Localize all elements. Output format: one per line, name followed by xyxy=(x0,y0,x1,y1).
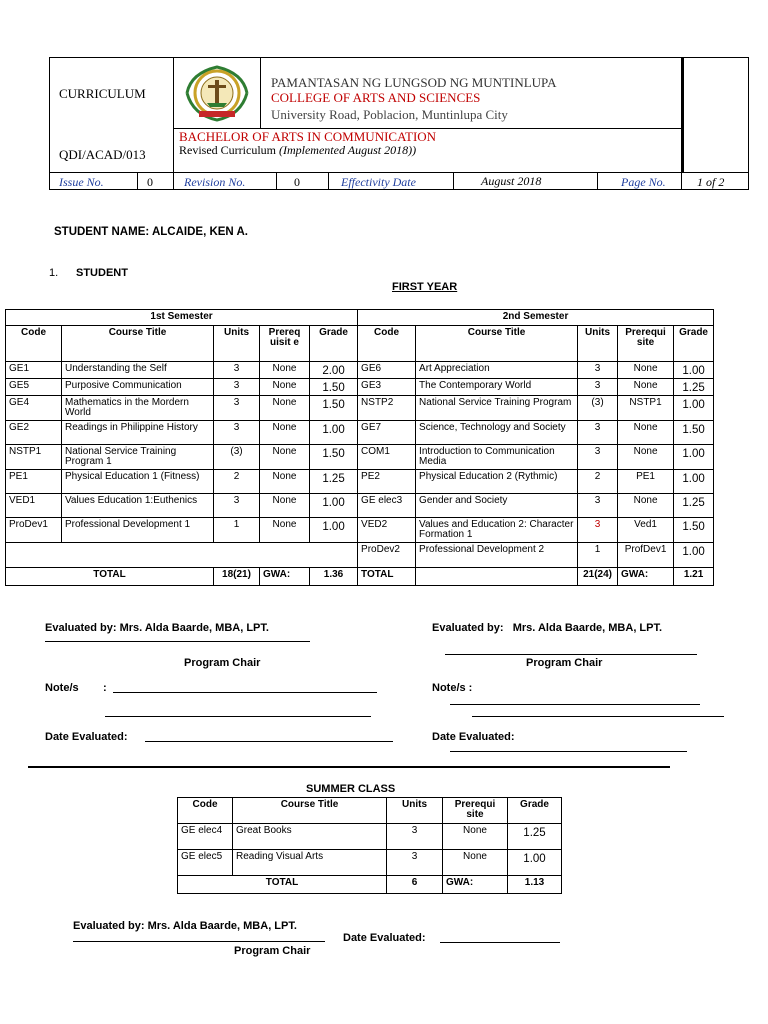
notes-line xyxy=(113,692,377,693)
course-grade: 1.25 xyxy=(310,470,358,494)
total-units: 21(24) xyxy=(578,568,618,586)
total-units: 6 xyxy=(387,876,443,894)
course-code: GE4 xyxy=(6,396,62,421)
course-code: PE1 xyxy=(6,470,62,494)
course-title: National Service Training Program xyxy=(416,396,578,421)
course-units: 3 xyxy=(214,421,260,445)
table-row xyxy=(6,445,714,470)
course-prereq: None xyxy=(260,445,310,470)
page-value: 1 of 2 xyxy=(697,175,725,189)
col-grade: Grade xyxy=(674,326,714,362)
section-divider xyxy=(28,766,670,768)
course-units: 2 xyxy=(214,470,260,494)
course-title: Introduction to Communication Media xyxy=(416,445,578,470)
col-prereq: Prerequi site xyxy=(443,798,508,824)
course-code: GE elec3 xyxy=(358,494,416,518)
course-code: GE5 xyxy=(6,379,62,396)
course-title: Physical Education 2 (Rythmic) xyxy=(416,470,578,494)
summer-table xyxy=(177,797,562,894)
col-grade: Grade xyxy=(508,798,562,824)
signature-line xyxy=(73,941,325,942)
table-row xyxy=(6,362,714,379)
course-units: 1 xyxy=(214,518,260,543)
table-row xyxy=(6,379,714,396)
course-units: 1 xyxy=(578,543,618,568)
course-title: Professional Development 2 xyxy=(416,543,578,568)
signature-line xyxy=(445,654,697,655)
evaluator-name: Mrs. Alda Baarde, MBA, LPT. xyxy=(512,622,663,634)
course-code: NSTP1 xyxy=(6,445,62,470)
table-row xyxy=(6,470,714,494)
course-title: Science, Technology and Society xyxy=(416,421,578,445)
evaluated-by-label: Evaluated by: xyxy=(45,622,117,634)
program-chair-left: Program Chair xyxy=(184,657,261,669)
course-grade: 1.50 xyxy=(310,396,358,421)
gwa-label: GWA: xyxy=(618,568,674,586)
table-row xyxy=(6,396,714,421)
course-code: NSTP2 xyxy=(358,396,416,421)
course-code: GE6 xyxy=(358,362,416,379)
course-units: 3 xyxy=(387,850,443,876)
notes-colon-left: : xyxy=(103,682,107,694)
university-name: PAMANTASAN NG LUNGSOD NG MUNTINLUPA xyxy=(271,75,557,90)
course-grade: 1.00 xyxy=(674,445,714,470)
date-evaluated-right: Date Evaluated: xyxy=(432,731,515,743)
course-units: 3 xyxy=(578,362,618,379)
total-label: TOTAL xyxy=(358,568,416,586)
revised-implemented: (Implemented August 2018)) xyxy=(278,143,417,157)
col-title: Course Title xyxy=(233,798,387,824)
table-row xyxy=(6,543,714,568)
evaluated-by-left xyxy=(45,622,269,634)
revision-value: 0 xyxy=(294,175,300,189)
course-title: Readings in Philippine History xyxy=(62,421,214,445)
signature-line xyxy=(45,641,310,642)
first-year-table xyxy=(5,309,714,586)
college-name: COLLEGE OF ARTS AND SCIENCES xyxy=(271,90,481,105)
sem1-title: 1st Semester xyxy=(6,310,358,326)
gwa-label: GWA: xyxy=(260,568,310,586)
program-chair-right: Program Chair xyxy=(526,657,603,669)
date-line xyxy=(450,751,687,752)
evaluated-by-label: Evaluated by: xyxy=(432,622,504,634)
revision-label: Revision No. xyxy=(184,175,246,189)
course-prereq: None xyxy=(443,850,508,876)
notes-label-left: Note/s xyxy=(45,682,79,694)
course-units: 2 xyxy=(578,470,618,494)
page-label: Page No. xyxy=(621,175,666,189)
course-prereq: None xyxy=(260,396,310,421)
course-prereq: PE1 xyxy=(618,470,674,494)
col-code: Code xyxy=(358,326,416,362)
course-code: GE1 xyxy=(6,362,62,379)
course-code: ProDev2 xyxy=(358,543,416,568)
course-code: GE elec5 xyxy=(178,850,233,876)
course-units: 3 xyxy=(578,421,618,445)
course-grade: 1.50 xyxy=(310,379,358,396)
col-units: Units xyxy=(578,326,618,362)
course-code: GE elec4 xyxy=(178,824,233,850)
course-prereq: NSTP1 xyxy=(618,396,674,421)
notes-line xyxy=(105,716,371,717)
course-prereq: None xyxy=(260,494,310,518)
col-prereq: Prereq uisit e xyxy=(260,326,310,362)
col-code: Code xyxy=(6,326,62,362)
course-prereq: None xyxy=(260,421,310,445)
course-title: Professional Development 1 xyxy=(62,518,214,543)
course-prereq: None xyxy=(260,470,310,494)
course-title: Values Education 1:Euthenics xyxy=(62,494,214,518)
course-grade: 1.00 xyxy=(310,494,358,518)
notes-line xyxy=(472,716,724,717)
empty-cell xyxy=(416,568,578,586)
col-title: Course Title xyxy=(416,326,578,362)
course-units: 3 xyxy=(214,396,260,421)
effectivity-label: Effectivity Date xyxy=(341,175,416,189)
course-title: Reading Visual Arts xyxy=(233,850,387,876)
gwa-value: 1.36 xyxy=(310,568,358,586)
course-units: 3 xyxy=(578,518,618,543)
issue-label: Issue No. xyxy=(59,175,104,189)
course-prereq: None xyxy=(618,421,674,445)
course-title: Gender and Society xyxy=(416,494,578,518)
curriculum-label: CURRICULUM xyxy=(59,86,146,101)
date-line xyxy=(145,741,393,742)
course-title: Values and Education 2: Character Formation 1 xyxy=(416,518,578,543)
total-row xyxy=(6,568,714,586)
university-seal-icon xyxy=(181,63,253,123)
col-units: Units xyxy=(214,326,260,362)
total-units: 18(21) xyxy=(214,568,260,586)
course-grade: 1.00 xyxy=(508,850,562,876)
course-title: National Service Training Program 1 xyxy=(62,445,214,470)
table-row xyxy=(6,421,714,445)
course-grade: 1.00 xyxy=(674,543,714,568)
course-grade: 1.25 xyxy=(674,494,714,518)
course-grade: 1.00 xyxy=(310,518,358,543)
revised-curriculum xyxy=(179,143,416,158)
course-units: 3 xyxy=(214,494,260,518)
course-prereq: None xyxy=(443,824,508,850)
empty-cell xyxy=(6,543,358,568)
col-grade: Grade xyxy=(310,326,358,362)
course-grade: 1.25 xyxy=(674,379,714,396)
university-address: University Road, Poblacion, Muntinlupa City xyxy=(271,107,508,122)
revised-prefix: Revised Curriculum xyxy=(179,143,276,157)
col-prereq: Prerequi site xyxy=(618,326,674,362)
course-prereq: None xyxy=(260,379,310,396)
course-code: PE2 xyxy=(358,470,416,494)
gwa-value: 1.21 xyxy=(674,568,714,586)
table-row xyxy=(6,518,714,543)
course-title: The Contemporary World xyxy=(416,379,578,396)
course-prereq: ProfDev1 xyxy=(618,543,674,568)
notes-line xyxy=(450,704,700,705)
col-units: Units xyxy=(387,798,443,824)
course-grade: 1.00 xyxy=(674,362,714,379)
course-grade: 1.00 xyxy=(674,396,714,421)
col-title: Course Title xyxy=(62,326,214,362)
list-number: 1. xyxy=(49,267,59,279)
effectivity-value: August 2018 xyxy=(481,174,542,188)
course-prereq: Ved1 xyxy=(618,518,674,543)
course-title: Understanding the Self xyxy=(62,362,214,379)
table-row xyxy=(178,850,562,876)
course-code: COM1 xyxy=(358,445,416,470)
course-units: (3) xyxy=(214,445,260,470)
course-code: VED1 xyxy=(6,494,62,518)
course-grade: 1.25 xyxy=(508,824,562,850)
course-title: Physical Education 1 (Fitness) xyxy=(62,470,214,494)
course-prereq: None xyxy=(618,362,674,379)
summer-title: SUMMER CLASS xyxy=(306,783,396,795)
course-title: Mathematics in the Mordern World xyxy=(62,396,214,421)
course-title: Purposive Communication xyxy=(62,379,214,396)
course-units: 3 xyxy=(387,824,443,850)
course-title: Great Books xyxy=(233,824,387,850)
course-grade: 1.00 xyxy=(310,421,358,445)
document-code: QDI/ACAD/013 xyxy=(59,147,146,162)
summer-date-label: Date Evaluated: xyxy=(343,932,426,944)
total-label: TOTAL xyxy=(6,568,214,586)
course-prereq: None xyxy=(618,379,674,396)
gwa-value: 1.13 xyxy=(508,876,562,894)
sem2-title: 2nd Semester xyxy=(358,310,714,326)
course-grade: 1.50 xyxy=(674,518,714,543)
summer-program-chair: Program Chair xyxy=(234,945,311,957)
year-title: FIRST YEAR xyxy=(392,281,458,293)
program-title: BACHELOR OF ARTS IN COMMUNICATION xyxy=(179,129,437,144)
course-code: VED2 xyxy=(358,518,416,543)
date-evaluated-left: Date Evaluated: xyxy=(45,731,128,743)
notes-label-right: Note/s : xyxy=(432,682,473,694)
total-label: TOTAL xyxy=(178,876,387,894)
gwa-label: GWA: xyxy=(443,876,508,894)
course-units: 3 xyxy=(578,445,618,470)
course-prereq: None xyxy=(618,494,674,518)
section-title: STUDENT xyxy=(76,267,128,279)
date-line xyxy=(440,942,560,943)
course-prereq: None xyxy=(260,518,310,543)
course-code: GE7 xyxy=(358,421,416,445)
course-prereq: None xyxy=(618,445,674,470)
course-grade: 1.00 xyxy=(674,470,714,494)
col-code: Code xyxy=(178,798,233,824)
course-grade: 1.50 xyxy=(310,445,358,470)
course-units: (3) xyxy=(578,396,618,421)
course-prereq: None xyxy=(260,362,310,379)
evaluator-name: Mrs. Alda Baarde, MBA, LPT. xyxy=(119,622,269,634)
course-units: 3 xyxy=(214,362,260,379)
issue-value: 0 xyxy=(147,175,153,189)
course-title: Art Appreciation xyxy=(416,362,578,379)
total-row xyxy=(178,876,562,894)
summer-evaluated-by: Evaluated by: Mrs. Alda Baarde, MBA, LPT. xyxy=(73,920,297,932)
course-code: ProDev1 xyxy=(6,518,62,543)
table-row xyxy=(178,824,562,850)
course-grade: 2.00 xyxy=(310,362,358,379)
course-units: 3 xyxy=(578,379,618,396)
course-grade: 1.50 xyxy=(674,421,714,445)
course-code: GE3 xyxy=(358,379,416,396)
document-header xyxy=(49,57,749,190)
student-name: STUDENT NAME: ALCAIDE, KEN A. xyxy=(54,226,249,238)
evaluated-by-right xyxy=(432,622,662,634)
course-units: 3 xyxy=(578,494,618,518)
course-units: 3 xyxy=(214,379,260,396)
table-row xyxy=(6,494,714,518)
course-code: GE2 xyxy=(6,421,62,445)
